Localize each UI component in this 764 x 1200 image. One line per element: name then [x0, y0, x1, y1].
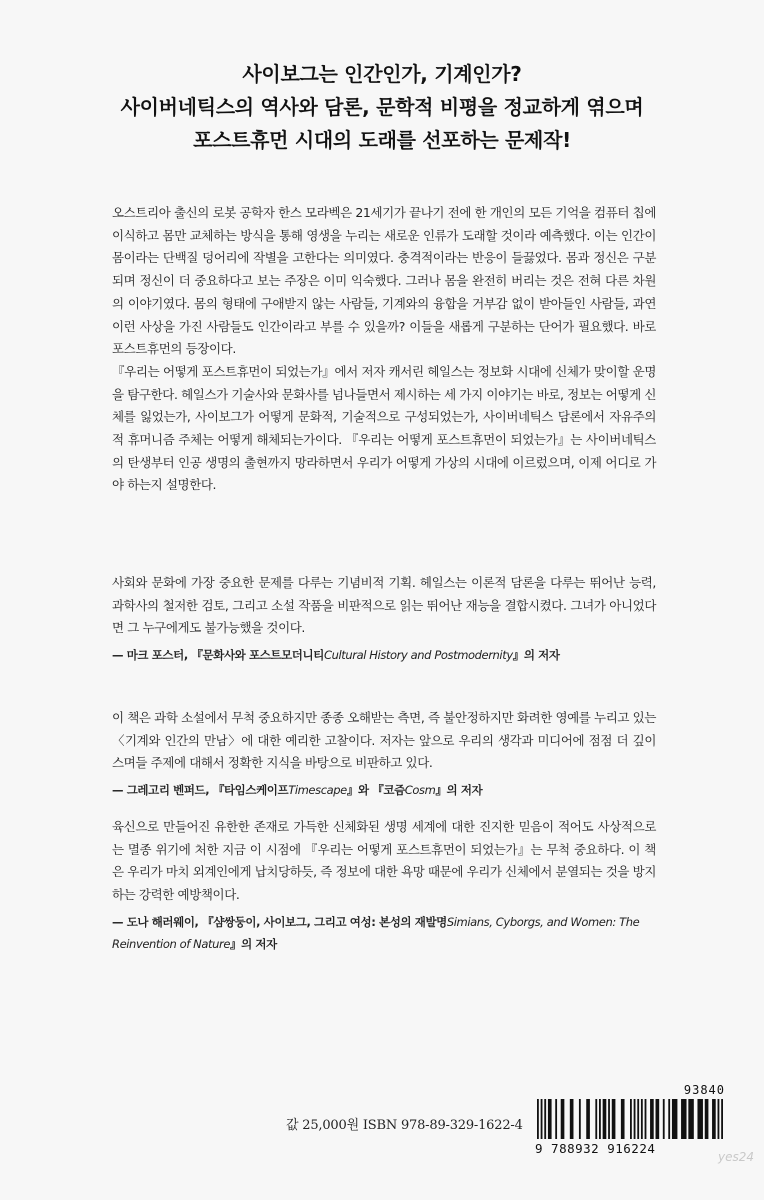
blurb-haraway — [112, 816, 656, 955]
attribution-prefix: — 도나 해러웨이, 『샴쌍둥이, 사이보그, 그리고 여성: 본성의 재발명 — [112, 914, 447, 929]
blurb-attribution — [112, 911, 656, 955]
barcode-bar — [681, 1099, 686, 1139]
barcode-bar — [621, 1099, 625, 1139]
barcode-bar — [579, 1099, 581, 1139]
barcode-bar — [561, 1099, 565, 1139]
barcode-bar — [555, 1099, 557, 1139]
barcode-bar — [603, 1099, 607, 1139]
barcode-image — [535, 1099, 725, 1139]
barcode-bar — [634, 1099, 636, 1139]
blurb-text: 육신으로 만들어진 유한한 존재로 가득한 신체화된 생명 세계에 대한 진지한 믿음이 적어도 사상적으로는 멸종 위기에 처한 지금 이 시점에 『우리는 어떻게 포스트휴먼이 되었는가』는 무척 중요하다. 이 책은 우리가 마치 외계인에게 납치당하듯, 즉 정보에 대한 욕망 때문에 우리가 신체에서 분열되는 것을 방지하는 강력한 예방책이다. — [112, 819, 656, 903]
barcode-bar — [630, 1099, 632, 1139]
barcode-bar — [608, 1099, 610, 1139]
barcode-bar — [712, 1099, 716, 1139]
attribution-suffix: 』의 저자 — [230, 936, 277, 951]
barcode-bar — [721, 1099, 723, 1139]
barcode-bar — [688, 1099, 693, 1139]
headline-line-2: 사이버네틱스의 역사와 담론, 문학적 비평을 정교하게 엮으며 — [120, 95, 644, 119]
barcode-bar — [650, 1099, 654, 1139]
barcode-bar — [645, 1099, 647, 1139]
barcode-bar — [705, 1099, 709, 1139]
headline-line-3: 포스트휴먼 시대의 도래를 선포하는 문제작! — [193, 128, 571, 152]
attribution-mid: 』와 『코즘 — [346, 783, 405, 798]
blurb-text: 사회와 문화에 가장 중요한 문제를 다루는 기념비적 기획. 헤일스는 이론적 담론을 다루는 뛰어난 능력, 과학사의 철저한 검토, 그리고 소설 작품을 비판적으로 읽는 뛰어난 재능을 결합시켰다. 그녀가 아니었다면 그 누구에게도 불가능했을 것이다. — [112, 575, 656, 636]
watermark: yes24 — [718, 1150, 755, 1164]
intro-paragraph-1: 오스트리아 출신의 로봇 공학자 한스 모라벡은 21세기가 끝나기 전에 한 개인의 모든 기억을 컴퓨터 칩에 이식하고 몸만 교체하는 방식을 통해 영생을 누리는 새로운 인류가 도래할 것이라 예측했다. 이는 인간이 몸이라는 단백질 덩어리에 작별을 고한다는 의미였다. 충격적이라는 반응이 들끓었다. 몸과 정신은 구분되며 정신이 더 중요하다고 보는 주장은 이미 익숙했다. 그러나 몸을 완전히 버리는 것은 전혀 다른 차원의 이야기였다. 몸의 형태에 구애받지 않는 사람들, 기계와의 융합을 거부감 없이 받아들인 사람들, 과연 이런 사상을 가진 사람들도 인간이라고 부를 수 있을까? 이들을 새롭게 구분하는 단어가 필요했다. 바로 포스트휴먼의 등장이다. — [112, 205, 656, 357]
blurb-attribution — [112, 779, 656, 801]
barcode-bar — [718, 1099, 720, 1139]
blurb-poster — [112, 572, 656, 666]
attribution-title-en: Timescape — [288, 783, 347, 798]
barcode-number: 9 788932 916224 — [535, 1141, 656, 1156]
barcode-bar — [672, 1099, 677, 1139]
barcode-bar — [570, 1099, 574, 1139]
barcode-bar — [599, 1099, 601, 1139]
barcode-bar — [637, 1099, 639, 1139]
attribution-suffix: 』의 저자 — [435, 783, 483, 798]
intro-text — [112, 202, 656, 497]
attribution-prefix: — 마크 포스터, 『문화사와 포스트모더니티 — [112, 648, 324, 663]
barcode-bar — [663, 1099, 665, 1139]
attribution-suffix: 』의 저자 — [512, 648, 560, 663]
headline — [0, 58, 764, 157]
barcode-bar — [697, 1099, 702, 1139]
blurb-attribution — [112, 644, 656, 666]
barcode-bar — [548, 1099, 552, 1139]
attribution-title-en: Cultural History and Postmodernity — [323, 648, 513, 663]
price-isbn: 값 25,000원 ISBN 978-89-329-1622-4 — [286, 1118, 523, 1133]
attribution-title-en: Simians, Cyborgs, and Women: The Reinvention of Nature — [112, 914, 640, 951]
barcode-bar — [537, 1099, 539, 1139]
headline-line-1: 사이보그는 인간인가, 기계인가? — [242, 62, 522, 86]
barcode-bar — [656, 1099, 660, 1139]
blurb-text: 이 책은 과학 소설에서 무척 중요하지만 종종 오해받는 측면, 즉 불안정하지만 화려한 영예를 누리고 있는 〈기계와 인간의 만남〉에 대한 예리한 고찰이다. 저자는 앞으로 우리의 생각과 미디어에 점점 더 깊이 스며들 주제에 대해서 정확한 지식을 바탕으로 비판하고 있다. — [112, 710, 656, 771]
barcode-bar — [541, 1099, 543, 1139]
barcode-bar — [612, 1099, 616, 1139]
barcode-bar — [595, 1099, 597, 1139]
barcode-bar — [641, 1099, 643, 1139]
barcode-addon-number: 93840 — [683, 1083, 725, 1097]
attribution-title-en-2: Cosm — [404, 783, 436, 798]
barcode-bar — [668, 1099, 670, 1139]
barcode-bar — [586, 1099, 590, 1139]
attribution-prefix: — 그레고리 벤퍼드, 『타임스케이프 — [112, 783, 289, 798]
barcode-bar — [544, 1099, 546, 1139]
intro-paragraph-2: 『우리는 어떻게 포스트휴먼이 되었는가』에서 저자 캐서린 헤일스는 정보화 시대에 신체가 맞이할 운명을 탐구한다. 헤일스가 기술사와 문화사를 넘나들면서 제시하는 세 가지 이야기는 바로, 정보는 어떻게 신체를 잃었는가, 사이보그가 어떻게 문화적, 기술적으로 구성되었는가, 사이버네틱스 담론에서 자유주의적 휴머니즘 주체는 어떻게 해체되는가이다. 『우리는 어떻게 포스트휴먼이 되었는가』는 사이버네틱스의 탄생부터 인공 생명의 출현까지 망라하면서 우리가 어떻게 가상의 시대에 이르렀으며, 이제 어디로 가야 하는지 설명한다. — [112, 363, 656, 493]
blurb-benford — [112, 707, 656, 801]
